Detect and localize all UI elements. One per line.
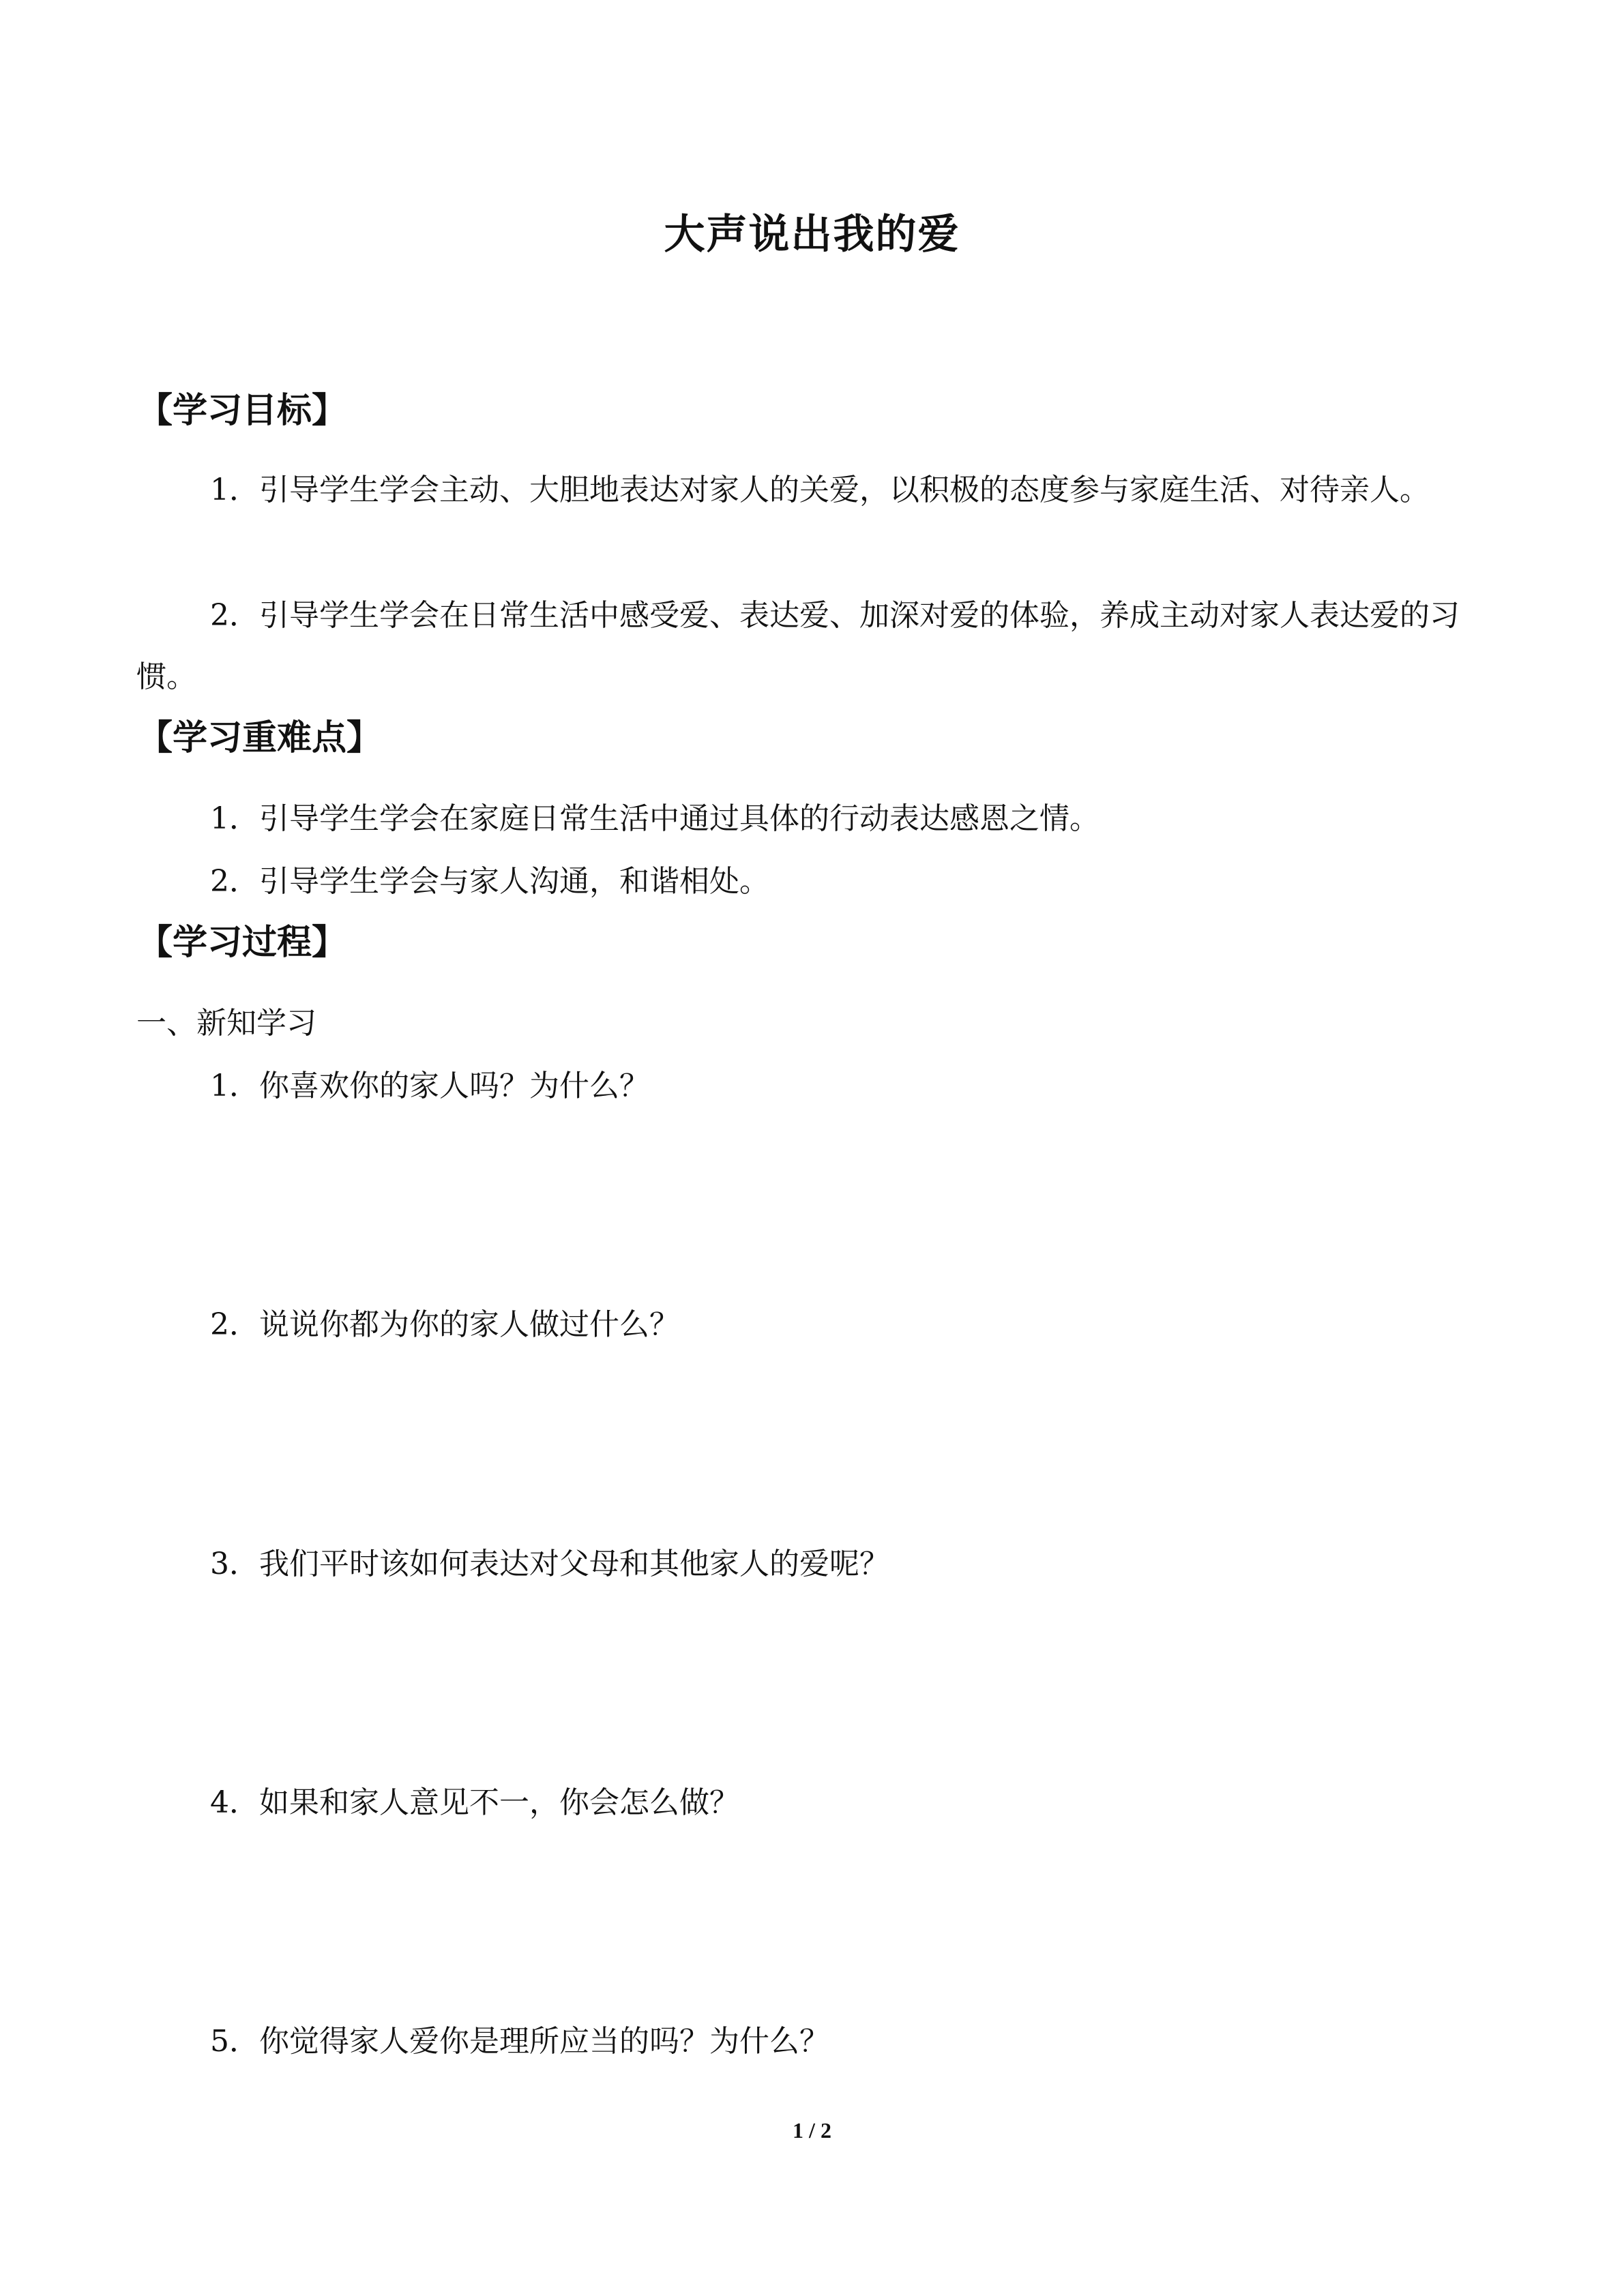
objective-item-1-text: 1．引导学生学会主动、大胆地表达对家人的关爱，以积极的态度参与家庭生活、对待亲人。	[210, 473, 1430, 507]
page-number: 1 / 2	[793, 2118, 831, 2143]
key-point-item-1: 1．引导学生学会在家庭日常生活中通过具体的行动表达感恩之情。	[210, 801, 1099, 836]
key-point-item-2: 2．引导学生学会与家人沟通，和谐相处。	[210, 864, 769, 899]
process-heading: 【学习过程】	[138, 923, 347, 963]
question-1: 1．你喜欢你的家人吗？为什么？	[210, 1069, 649, 1103]
objective-item-1	[136, 460, 1490, 521]
question-5: 5．你觉得家人爱你是理所应当的吗？为什么？	[210, 2024, 829, 2059]
key-points-heading: 【学习重难点】	[138, 718, 382, 758]
process-subheading: 一、新知学习	[136, 1006, 316, 1041]
question-4: 4．如果和家人意见不一，你会怎么做？	[210, 1785, 739, 1820]
objective-item-2-text: 2．引导学生学会在日常生活中感受爱、表达爱、加深对爱的体验，养成主动对家人表达爱的习惯。	[136, 598, 1460, 694]
document-title: 大声说出我的爱	[664, 211, 960, 258]
question-2: 2．说说你都为你的家人做过什么？	[210, 1307, 679, 1342]
question-3: 3．我们平时该如何表达对父母和其他家人的爱呢？	[210, 1547, 889, 1581]
objectives-heading: 【学习目标】	[138, 391, 347, 431]
objective-item-2	[136, 585, 1490, 708]
